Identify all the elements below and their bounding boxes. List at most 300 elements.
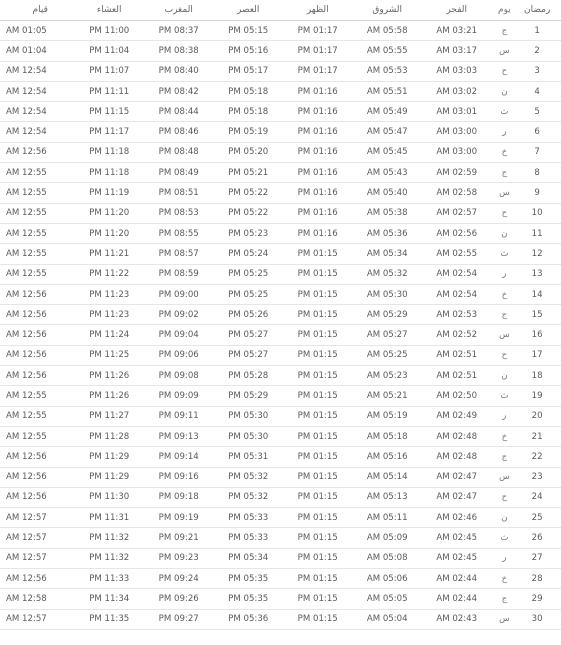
cell-maghrib (144, 290, 214, 300)
table-row (0, 468, 561, 488)
cell-isha (74, 208, 144, 218)
cell-fajr-text: AM 03:17 (436, 45, 478, 56)
table-row (0, 183, 561, 203)
cell-asr-text: PM 05:36 (228, 614, 269, 625)
cell-dhuhr (283, 229, 353, 239)
cell-asr-text: PM 05:18 (228, 106, 269, 117)
cell-fajr-text: AM 03:21 (436, 25, 478, 36)
cell-fajr-text: AM 02:54 (436, 289, 478, 300)
cell-maghrib (144, 371, 214, 381)
cell-shuruq (352, 168, 422, 178)
cell-day: ح (501, 66, 508, 77)
cell-asr-text: PM 05:24 (228, 248, 269, 259)
cell-ramadan: 4 (534, 86, 540, 97)
cell-qiyam-text: AM 01:05 (5, 25, 47, 36)
cell-day: ر (502, 127, 507, 138)
cell-dhuhr-text: PM 01:16 (297, 188, 338, 199)
cell-isha (74, 127, 144, 137)
cell-maghrib-text: PM 08:40 (158, 66, 199, 77)
cell-isha-text: PM 11:17 (89, 127, 130, 138)
cell-shuruq (352, 492, 422, 502)
cell-day: س (499, 45, 510, 56)
cell-maghrib-text: PM 09:13 (158, 431, 199, 442)
cell-maghrib-text: PM 09:27 (158, 614, 199, 625)
cell-ramadan: 20 (531, 411, 543, 422)
cell-isha (74, 269, 144, 279)
cell-fajr (422, 168, 492, 178)
cell-fajr-text: AM 02:47 (436, 492, 478, 503)
cell-qiyam (0, 249, 74, 259)
cell-dhuhr-text: PM 01:16 (297, 208, 338, 219)
cell-fajr (422, 533, 492, 543)
cell-asr (213, 472, 283, 482)
cell-asr-text: PM 05:27 (228, 350, 269, 361)
cell-maghrib (144, 127, 214, 137)
cell-dhuhr (283, 452, 353, 462)
cell-qiyam-text: AM 12:57 (5, 512, 47, 523)
header-qiyam: قيام (32, 5, 48, 15)
cell-fajr-text: AM 02:45 (436, 553, 478, 564)
cell-ramadan: 13 (531, 269, 543, 280)
cell-fajr (422, 87, 492, 97)
cell-qiyam-text: AM 12:56 (5, 370, 47, 381)
cell-maghrib (144, 310, 214, 320)
cell-shuruq (352, 391, 422, 401)
cell-maghrib (144, 269, 214, 279)
table-row (0, 366, 561, 386)
cell-shuruq (352, 472, 422, 482)
cell-isha-text: PM 11:00 (89, 25, 130, 36)
cell-dhuhr-text: PM 01:15 (297, 370, 338, 381)
cell-dhuhr-text: PM 01:16 (297, 147, 338, 158)
table-row (0, 569, 561, 589)
cell-maghrib-text: PM 08:55 (158, 228, 199, 239)
cell-shuruq (352, 188, 422, 198)
cell-shuruq (352, 26, 422, 36)
cell-asr-text: PM 05:35 (228, 573, 269, 584)
cell-fajr-text: AM 03:03 (436, 66, 478, 77)
cell-dhuhr-text: PM 01:15 (297, 512, 338, 523)
cell-fajr-text: AM 02:46 (436, 512, 478, 523)
cell-day: ن (501, 370, 508, 381)
cell-fajr-text: AM 02:45 (436, 533, 478, 544)
cell-shuruq-text: AM 05:08 (366, 553, 408, 564)
cell-maghrib-text: PM 09:04 (158, 330, 199, 341)
cell-isha-text: PM 11:19 (89, 188, 130, 199)
cell-asr (213, 127, 283, 137)
header-asr: العصر (237, 5, 260, 15)
cell-fajr (422, 269, 492, 279)
cell-shuruq (352, 66, 422, 76)
cell-maghrib-text: PM 09:23 (158, 553, 199, 564)
cell-asr (213, 614, 283, 624)
cell-dhuhr (283, 533, 353, 543)
cell-shuruq-text: AM 05:25 (366, 350, 408, 361)
cell-dhuhr-text: PM 01:15 (297, 533, 338, 544)
cell-ramadan: 16 (531, 330, 543, 341)
cell-maghrib (144, 107, 214, 117)
cell-ramadan: 26 (531, 533, 543, 544)
cell-fajr-text: AM 02:52 (436, 330, 478, 341)
cell-maghrib-text: PM 08:46 (158, 127, 199, 138)
cell-qiyam-text: AM 01:04 (5, 45, 47, 56)
cell-dhuhr (283, 594, 353, 604)
cell-isha (74, 168, 144, 178)
cell-shuruq-text: AM 05:43 (366, 167, 408, 178)
cell-isha (74, 432, 144, 442)
cell-shuruq (352, 513, 422, 523)
header-ramadan: رمضان (523, 5, 551, 15)
header-maghrib: المغرب (164, 5, 193, 15)
cell-dhuhr (283, 614, 353, 624)
cell-maghrib (144, 168, 214, 178)
cell-isha-text: PM 11:18 (89, 167, 130, 178)
cell-asr (213, 574, 283, 584)
cell-qiyam (0, 614, 74, 624)
cell-maghrib (144, 574, 214, 584)
cell-qiyam (0, 26, 74, 36)
cell-fajr (422, 290, 492, 300)
cell-day: ن (501, 512, 508, 523)
cell-shuruq (352, 249, 422, 259)
cell-maghrib (144, 229, 214, 239)
cell-maghrib-text: PM 08:44 (158, 106, 199, 117)
cell-ramadan: 18 (531, 370, 543, 381)
cell-qiyam-text: AM 12:56 (5, 472, 47, 483)
cell-asr-text: PM 05:30 (228, 411, 269, 422)
cell-dhuhr (283, 107, 353, 117)
cell-qiyam-text: AM 12:55 (5, 269, 47, 280)
cell-qiyam-text: AM 12:56 (5, 147, 47, 158)
cell-dhuhr (283, 249, 353, 259)
cell-ramadan: 27 (531, 553, 543, 564)
cell-dhuhr-text: PM 01:15 (297, 269, 338, 280)
cell-dhuhr-text: PM 01:15 (297, 492, 338, 503)
cell-maghrib-text: PM 09:21 (158, 533, 199, 544)
cell-day: خ (501, 431, 508, 442)
cell-shuruq-text: AM 05:40 (366, 188, 408, 199)
table-row (0, 102, 561, 122)
cell-maghrib-text: PM 09:09 (158, 390, 199, 401)
cell-fajr-text: AM 02:48 (436, 431, 478, 442)
cell-asr (213, 330, 283, 340)
cell-shuruq (352, 533, 422, 543)
cell-day: ر (502, 553, 507, 564)
cell-maghrib-text: PM 08:59 (158, 269, 199, 280)
cell-isha (74, 147, 144, 157)
cell-isha-text: PM 11:20 (89, 228, 130, 239)
cell-shuruq-text: AM 05:27 (366, 330, 408, 341)
cell-day: ج (501, 593, 508, 604)
cell-maghrib (144, 26, 214, 36)
cell-qiyam-text: AM 12:55 (5, 188, 47, 199)
cell-fajr (422, 107, 492, 117)
cell-asr-text: PM 05:19 (228, 127, 269, 138)
cell-shuruq-text: AM 05:58 (366, 25, 408, 36)
cell-isha-text: PM 11:32 (89, 533, 130, 544)
cell-fajr-text: AM 02:51 (436, 370, 478, 381)
cell-asr (213, 229, 283, 239)
cell-asr-text: PM 05:26 (228, 309, 269, 320)
cell-day: خ (501, 147, 508, 158)
cell-qiyam (0, 492, 74, 502)
cell-fajr-text: AM 02:47 (436, 472, 478, 483)
cell-isha-text: PM 11:25 (89, 350, 130, 361)
table-row (0, 285, 561, 305)
header-shuruq: الشروق (372, 5, 402, 15)
cell-fajr (422, 391, 492, 401)
cell-day: ث (500, 248, 509, 259)
cell-shuruq (352, 330, 422, 340)
cell-dhuhr (283, 310, 353, 320)
cell-isha (74, 472, 144, 482)
header-day: يوم (498, 5, 511, 15)
cell-qiyam (0, 533, 74, 543)
cell-dhuhr-text: PM 01:16 (297, 106, 338, 117)
cell-isha (74, 492, 144, 502)
cell-qiyam (0, 147, 74, 157)
cell-maghrib-text: PM 08:42 (158, 86, 199, 97)
cell-shuruq-text: AM 05:05 (366, 593, 408, 604)
cell-qiyam (0, 208, 74, 218)
cell-shuruq-text: AM 05:38 (366, 208, 408, 219)
cell-dhuhr (283, 432, 353, 442)
cell-shuruq-text: AM 05:53 (366, 66, 408, 77)
cell-asr-text: PM 05:28 (228, 370, 269, 381)
cell-qiyam (0, 432, 74, 442)
table-row (0, 265, 561, 285)
cell-maghrib (144, 249, 214, 259)
cell-fajr-text: AM 03:00 (436, 147, 478, 158)
cell-isha-text: PM 11:21 (89, 248, 130, 259)
cell-isha-text: PM 11:30 (89, 492, 130, 503)
cell-asr (213, 26, 283, 36)
cell-ramadan: 24 (531, 492, 543, 503)
cell-fajr (422, 350, 492, 360)
cell-fajr-text: AM 02:53 (436, 309, 478, 320)
cell-shuruq (352, 147, 422, 157)
cell-qiyam (0, 290, 74, 300)
cell-isha (74, 290, 144, 300)
cell-ramadan: 5 (534, 106, 540, 117)
cell-ramadan: 30 (531, 614, 543, 625)
cell-maghrib (144, 513, 214, 523)
cell-fajr (422, 574, 492, 584)
cell-dhuhr-text: PM 01:15 (297, 593, 338, 604)
cell-day: ح (501, 350, 508, 361)
table-row (0, 549, 561, 569)
cell-asr-text: PM 05:27 (228, 330, 269, 341)
cell-dhuhr-text: PM 01:15 (297, 573, 338, 584)
cell-asr (213, 310, 283, 320)
cell-dhuhr (283, 208, 353, 218)
table-row (0, 528, 561, 548)
cell-asr-text: PM 05:16 (228, 45, 269, 56)
cell-asr-text: PM 05:33 (228, 533, 269, 544)
cell-qiyam-text: AM 12:57 (5, 614, 47, 625)
cell-fajr-text: AM 02:49 (436, 411, 478, 422)
cell-asr (213, 168, 283, 178)
cell-dhuhr-text: PM 01:15 (297, 472, 338, 483)
cell-qiyam-text: AM 12:56 (5, 309, 47, 320)
cell-qiyam-text: AM 12:54 (5, 106, 47, 117)
cell-shuruq (352, 290, 422, 300)
table-row (0, 610, 561, 630)
cell-dhuhr (283, 127, 353, 137)
cell-asr (213, 269, 283, 279)
cell-asr-text: PM 05:22 (228, 188, 269, 199)
cell-asr (213, 594, 283, 604)
cell-isha (74, 391, 144, 401)
cell-dhuhr (283, 574, 353, 584)
table-row (0, 244, 561, 264)
cell-fajr (422, 513, 492, 523)
cell-day: ح (501, 492, 508, 503)
cell-day: س (499, 330, 510, 341)
cell-shuruq (352, 432, 422, 442)
cell-isha (74, 594, 144, 604)
table-row (0, 447, 561, 467)
cell-ramadan: 7 (534, 147, 540, 158)
cell-ramadan: 21 (531, 431, 543, 442)
cell-shuruq-text: AM 05:11 (366, 512, 408, 523)
cell-maghrib (144, 208, 214, 218)
cell-day: خ (501, 289, 508, 300)
cell-isha-text: PM 11:04 (89, 45, 130, 56)
cell-isha-text: PM 11:23 (89, 309, 130, 320)
cell-ramadan: 10 (531, 208, 543, 219)
cell-shuruq (352, 269, 422, 279)
table-row (0, 488, 561, 508)
cell-asr (213, 290, 283, 300)
cell-fajr-text: AM 03:02 (436, 86, 478, 97)
cell-dhuhr-text: PM 01:17 (297, 45, 338, 56)
cell-asr-text: PM 05:23 (228, 228, 269, 239)
cell-ramadan: 28 (531, 573, 543, 584)
cell-asr (213, 66, 283, 76)
cell-isha (74, 574, 144, 584)
cell-ramadan: 17 (531, 350, 543, 361)
cell-asr (213, 188, 283, 198)
cell-dhuhr-text: PM 01:15 (297, 411, 338, 422)
cell-fajr (422, 472, 492, 482)
cell-maghrib (144, 533, 214, 543)
cell-fajr (422, 432, 492, 442)
cell-fajr (422, 614, 492, 624)
cell-asr-text: PM 05:20 (228, 147, 269, 158)
cell-maghrib-text: PM 09:02 (158, 309, 199, 320)
cell-dhuhr-text: PM 01:15 (297, 431, 338, 442)
cell-isha (74, 330, 144, 340)
cell-shuruq (352, 310, 422, 320)
cell-isha (74, 87, 144, 97)
cell-dhuhr (283, 350, 353, 360)
cell-isha-text: PM 11:33 (89, 573, 130, 584)
cell-shuruq-text: AM 05:14 (366, 472, 408, 483)
cell-isha-text: PM 11:32 (89, 553, 130, 564)
cell-asr-text: PM 05:31 (228, 451, 269, 462)
cell-shuruq (352, 411, 422, 421)
cell-asr (213, 452, 283, 462)
cell-ramadan: 29 (531, 593, 543, 604)
cell-ramadan: 23 (531, 472, 543, 483)
cell-qiyam (0, 574, 74, 584)
cell-asr (213, 147, 283, 157)
table-row (0, 143, 561, 163)
cell-shuruq-text: AM 05:09 (366, 533, 408, 544)
cell-qiyam (0, 310, 74, 320)
cell-maghrib (144, 411, 214, 421)
cell-dhuhr-text: PM 01:17 (297, 25, 338, 36)
cell-isha-text: PM 11:34 (89, 593, 130, 604)
cell-fajr-text: AM 02:48 (436, 451, 478, 462)
cell-dhuhr-text: PM 01:15 (297, 330, 338, 341)
cell-qiyam-text: AM 12:54 (5, 66, 47, 77)
cell-isha-text: PM 11:18 (89, 147, 130, 158)
cell-shuruq (352, 574, 422, 584)
cell-ramadan: 15 (531, 309, 543, 320)
cell-shuruq (352, 208, 422, 218)
cell-dhuhr (283, 269, 353, 279)
cell-ramadan: 8 (534, 167, 540, 178)
cell-asr (213, 350, 283, 360)
cell-ramadan: 2 (534, 45, 540, 56)
cell-qiyam-text: AM 12:56 (5, 289, 47, 300)
cell-ramadan: 6 (534, 127, 540, 138)
cell-isha-text: PM 11:28 (89, 431, 130, 442)
cell-shuruq-text: AM 05:45 (366, 147, 408, 158)
cell-fajr (422, 492, 492, 502)
cell-shuruq-text: AM 05:29 (366, 309, 408, 320)
cell-asr-text: PM 05:22 (228, 208, 269, 219)
cell-isha (74, 310, 144, 320)
cell-shuruq (352, 107, 422, 117)
cell-maghrib-text: PM 09:14 (158, 451, 199, 462)
cell-maghrib (144, 472, 214, 482)
cell-maghrib (144, 66, 214, 76)
cell-dhuhr (283, 553, 353, 563)
cell-fajr (422, 310, 492, 320)
cell-dhuhr (283, 168, 353, 178)
table-header (0, 0, 561, 21)
table-row (0, 305, 561, 325)
cell-isha-text: PM 11:26 (89, 390, 130, 401)
cell-qiyam (0, 330, 74, 340)
cell-qiyam-text: AM 12:55 (5, 411, 47, 422)
cell-fajr (422, 208, 492, 218)
cell-fajr (422, 411, 492, 421)
cell-dhuhr (283, 26, 353, 36)
cell-maghrib-text: PM 08:49 (158, 167, 199, 178)
cell-isha (74, 229, 144, 239)
cell-qiyam-text: AM 12:57 (5, 553, 47, 564)
cell-shuruq-text: AM 05:51 (366, 86, 408, 97)
cell-isha-text: PM 11:29 (89, 451, 130, 462)
cell-maghrib (144, 594, 214, 604)
cell-maghrib (144, 432, 214, 442)
cell-shuruq (352, 553, 422, 563)
cell-isha (74, 188, 144, 198)
cell-dhuhr-text: PM 01:16 (297, 86, 338, 97)
cell-fajr (422, 46, 492, 56)
cell-shuruq-text: AM 05:23 (366, 370, 408, 381)
cell-day: ج (501, 309, 508, 320)
cell-maghrib-text: PM 08:48 (158, 147, 199, 158)
cell-asr (213, 553, 283, 563)
table-row (0, 21, 561, 41)
cell-isha (74, 553, 144, 563)
table-row (0, 427, 561, 447)
